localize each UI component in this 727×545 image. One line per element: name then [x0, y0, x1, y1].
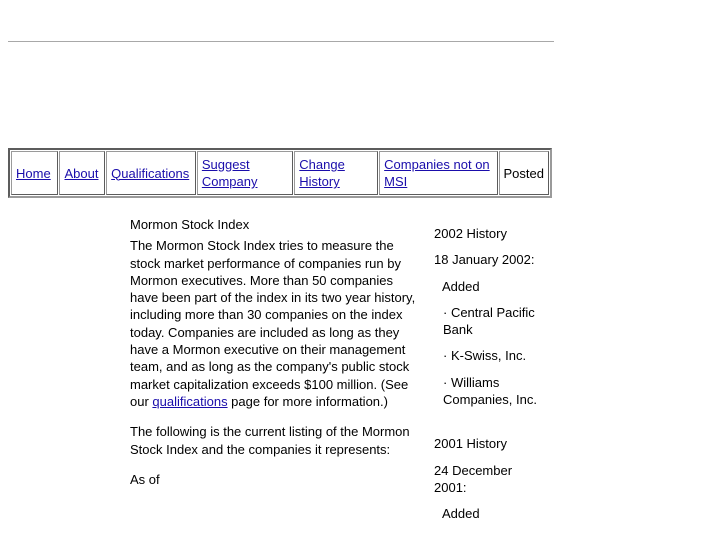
history-2001-heading: 2001 History — [434, 436, 507, 452]
nav-link-change-history[interactable]: Change History — [299, 157, 345, 189]
nav-bar — [8, 148, 552, 198]
nav-link-suggest-company[interactable]: Suggest Company — [201, 157, 258, 189]
history-2001-date: 24 December 2001: — [434, 462, 513, 495]
page-title: Mormon Stock Index — [130, 217, 250, 232]
nav-cell-suggest-company — [197, 151, 293, 195]
history-2002-date: 18 January 2002: — [434, 252, 535, 268]
nav-cell-about — [59, 151, 105, 195]
nav-link-companies-not-on-msi[interactable]: Companies not on MSI — [384, 157, 490, 189]
as-of-text: As of — [130, 471, 160, 487]
posted-label: Posted — [503, 165, 544, 181]
nav-link-about[interactable]: About — [64, 165, 99, 181]
intro-text-end: page for more information.) — [227, 393, 388, 409]
history-2002-heading: 2002 History — [434, 226, 507, 241]
nav-cell-home — [11, 151, 58, 195]
intro-paragraph — [130, 237, 420, 410]
history-sidebar — [434, 225, 544, 532]
qualifications-inline-link[interactable]: qualifications — [152, 393, 228, 409]
nav-link-home[interactable]: Home — [16, 165, 51, 181]
listing-paragraph: The following is the current listing of the Mormon Stock Index and the companies it represents: — [130, 424, 410, 457]
history-company: · K-Swiss, Inc. — [443, 348, 527, 364]
nav-cell-qualifications — [106, 151, 196, 195]
history-spacer — [434, 417, 544, 435]
history-2002-action: Added — [442, 278, 480, 294]
nav-cell-change-history — [294, 151, 378, 195]
nav-cell-posted — [499, 151, 549, 195]
history-company: · Central Pacific Bank — [443, 304, 535, 338]
main-content — [130, 216, 420, 501]
history-2001-action: Added — [442, 506, 480, 522]
nav-cell-companies-not-on-msi — [379, 151, 497, 195]
top-divider — [8, 41, 554, 42]
history-company: · Williams Companies, Inc. — [443, 374, 537, 408]
intro-text: The Mormon Stock Index tries to measure the stock market performance of companies run by Mormon executives. More than 50 companies have been part of the index in its two year history, including more than 30 companies on the index today. Companies are included as long as they have a Mormon executive on their management team, and as long as the company's public stock market capitalization exceeds $100 million. (See our — [130, 238, 416, 409]
nav-link-qualifications[interactable]: Qualifications — [111, 165, 190, 181]
